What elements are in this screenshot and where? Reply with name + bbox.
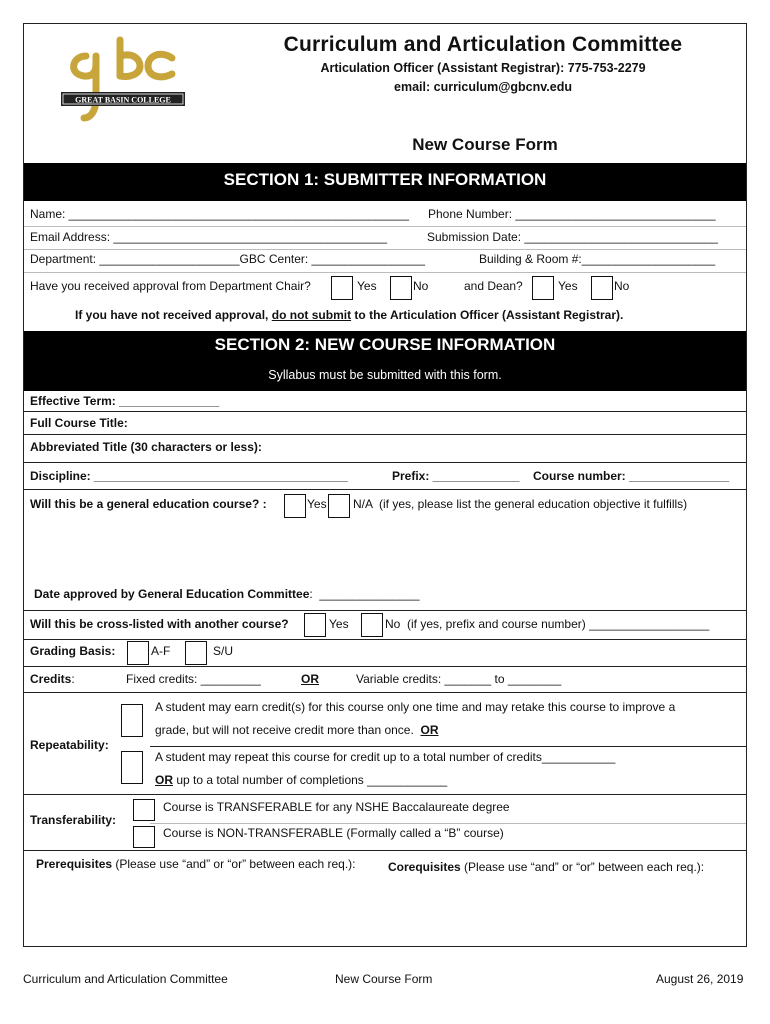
dean-yes-label: Yes [558,279,578,293]
gbc-logo [60,36,190,126]
full-title-field[interactable]: Full Course Title: [30,416,128,430]
gen-ed-na-checkbox[interactable] [328,494,350,518]
repeat-opt1-line1: A student may earn credit(s) for this course only one time and may retake this course to improve a [155,700,676,714]
logo-text: GREAT BASIN COLLEGE [75,95,171,105]
phone-field[interactable]: Phone Number: ______________________________ [428,207,716,221]
variable-credits-field[interactable]: Variable credits: _______ to ________ [356,672,562,686]
fixed-credits-field[interactable]: Fixed credits: _________ [126,672,261,686]
chair-yes-label: Yes [357,279,377,293]
section1-heading: SECTION 1: SUBMITTER INFORMATION [24,163,746,201]
dean-question: and Dean? [464,279,523,293]
discipline-field[interactable]: Discipline: ______________________________________ [30,469,348,483]
transferability-label: Transferability: [30,813,117,827]
grading-su-checkbox[interactable] [185,641,207,665]
prerequisites-field[interactable]: Prerequisites (Please use “and” or “or” between each req.): [36,857,356,871]
email-field[interactable]: Email Address: _________________________________________ [30,230,387,244]
name-field[interactable]: Name: ___________________________________________________ [30,207,410,221]
officer-line: Articulation Officer (Assistant Registrar): 775-753-2279 [320,61,646,75]
form-title: New Course Form [412,135,558,154]
approval-question: Have you received approval from Department Chair? [30,279,311,293]
section2-heading: SECTION 2: NEW COURSE INFORMATION [214,335,556,354]
transfer-opt2-label: Course is NON-TRANSFERABLE (Formally called a “B” course) [163,826,504,840]
grading-af-label: A-F [151,644,171,658]
email-line: email: curriculum@gbcnv.edu [394,80,572,94]
gen-ed-question: Will this be a general education course? : [30,497,267,511]
chair-yes-checkbox[interactable] [331,276,353,300]
section2-heading-bar [24,331,746,391]
approval-notice: If you have not received approval, do not submit to the Articulation Officer (Assistant Registrar). [75,308,624,322]
credits-label: Credits: [30,672,75,686]
credits-or: OR [301,672,319,686]
repeatability-label: Repeatability: [30,738,109,752]
repeat-opt2-line2: OR up to a total number of completions ____________ [155,773,448,787]
cross-no-label: No (if yes, prefix and course number) __________________ [385,617,710,631]
committee-title: Curriculum and Articulation Committee [283,33,683,56]
repeat-opt2-line1: A student may repeat this course for credit up to a total number of credits___________ [155,750,616,764]
dean-no-label: No [614,279,630,293]
effective-term-field[interactable]: Effective Term: _______________ [30,394,220,408]
footer-right: August 26, 2019 [656,972,744,986]
grading-af-checkbox[interactable] [127,641,149,665]
department-field[interactable]: Department: _____________________GBC Center: _________________ [30,252,425,266]
dean-yes-checkbox[interactable] [532,276,554,300]
cross-yes-checkbox[interactable] [304,613,326,637]
transfer-opt1-label: Course is TRANSFERABLE for any NSHE Baccalaureate degree [163,800,510,814]
footer-center: New Course Form [335,972,433,986]
repeat-opt2-checkbox[interactable] [121,751,143,784]
repeat-opt1-line2: grade, but will not receive credit more than once. OR [155,723,439,737]
date-approved-field[interactable]: Date approved by General Education Committee: _______________ [34,587,420,601]
cross-yes-label: Yes [329,617,349,631]
chair-no-label: No [413,279,429,293]
transfer-opt1-checkbox[interactable] [133,799,155,821]
prefix-field[interactable]: Prefix: _____________ [392,469,520,483]
transfer-opt2-checkbox[interactable] [133,826,155,848]
gen-ed-na-label: N/A (if yes, please list the general education objective it fulfills) [353,497,688,511]
submission-date-field[interactable]: Submission Date: _____________________________ [427,230,718,244]
dean-no-checkbox[interactable] [591,276,613,300]
grading-su-label: S/U [213,644,234,658]
cross-list-question: Will this be cross-listed with another course? [30,617,289,631]
grading-label: Grading Basis: [30,644,116,658]
building-field[interactable]: Building & Room #:____________________ [479,252,716,266]
footer-left: Curriculum and Articulation Committee [23,972,228,986]
cross-no-checkbox[interactable] [361,613,383,637]
corequisites-field[interactable]: Corequisites (Please use “and” or “or” between each req.): [388,860,705,874]
section2-subheading: Syllabus must be submitted with this form. [268,368,502,382]
course-number-field[interactable]: Course number: _______________ [533,469,730,483]
chair-no-checkbox[interactable] [390,276,412,300]
gen-ed-yes-label: Yes [307,497,327,511]
repeat-opt1-checkbox[interactable] [121,704,143,737]
gen-ed-yes-checkbox[interactable] [284,494,306,518]
abbrev-title-field[interactable]: Abbreviated Title (30 characters or less): [30,440,262,454]
